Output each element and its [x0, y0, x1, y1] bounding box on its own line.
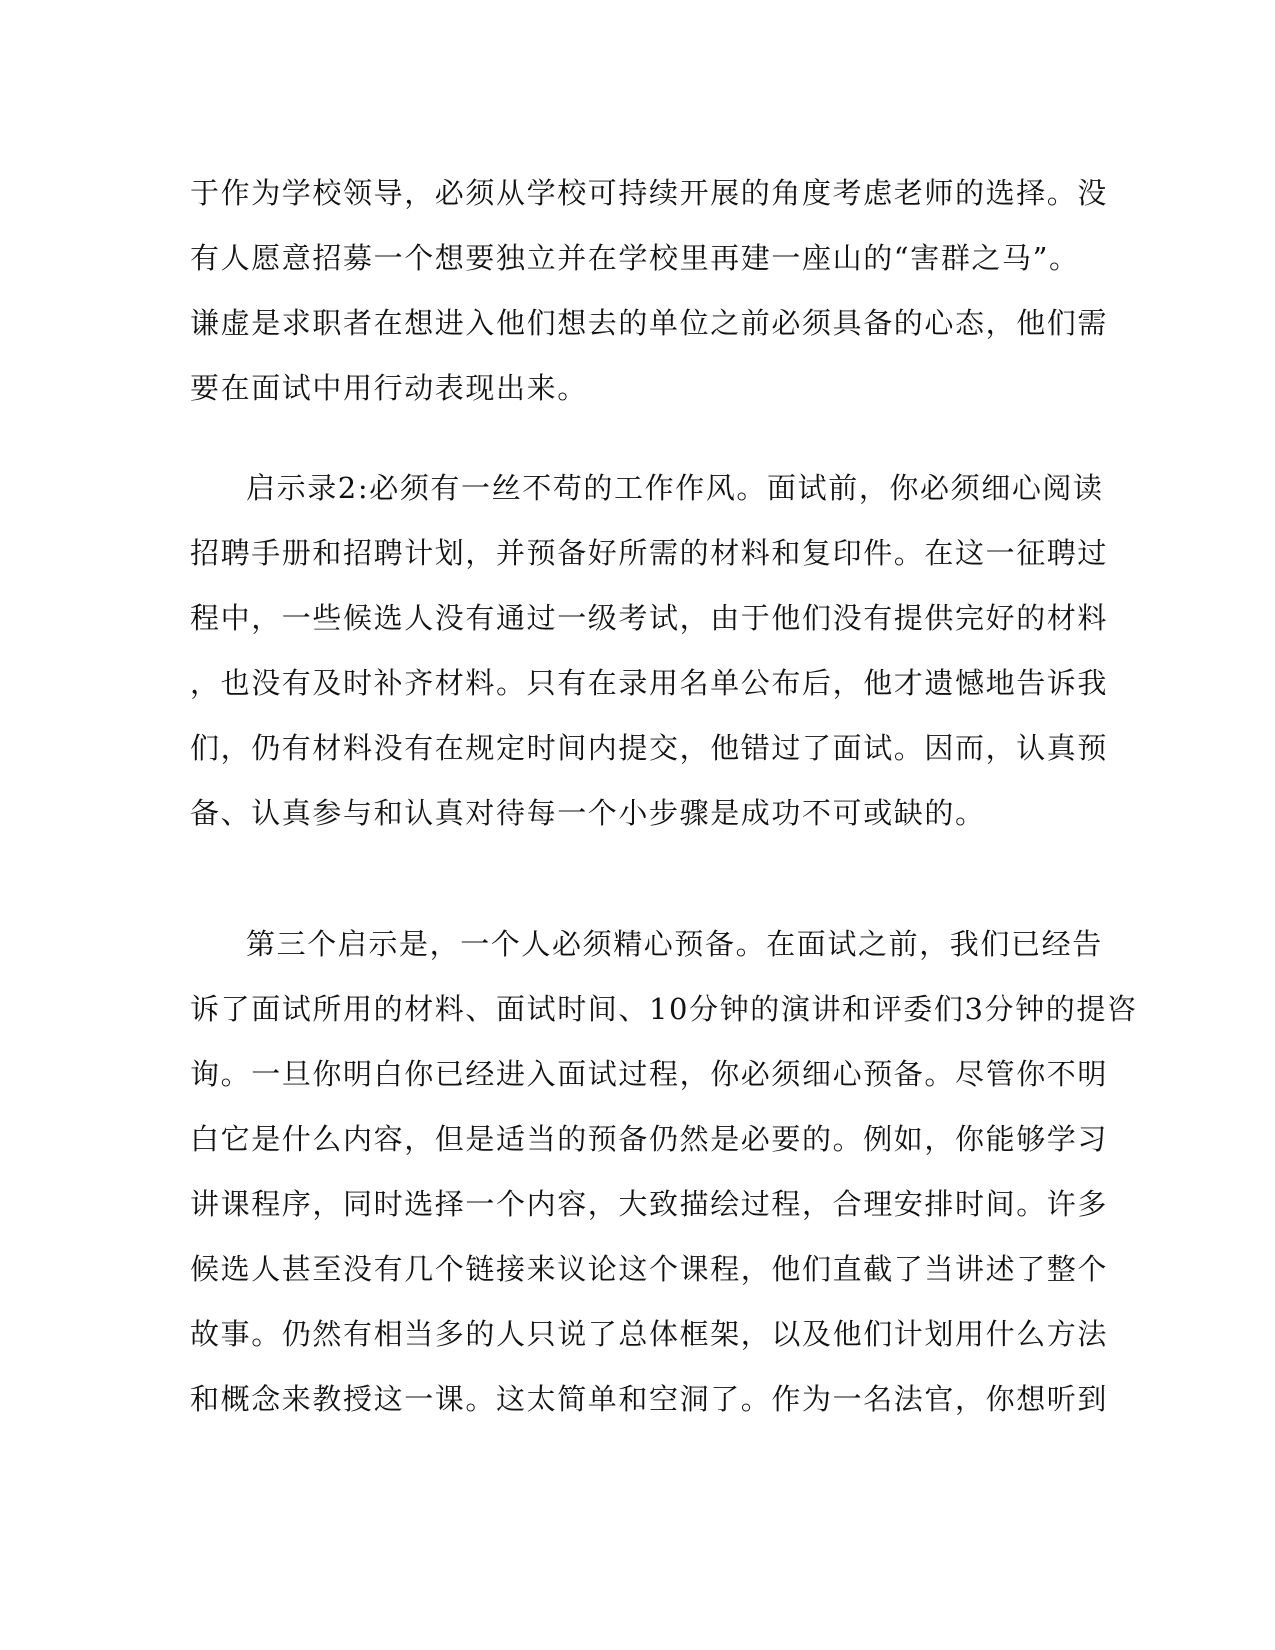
text-line: 诉了面试所用的材料、面试时间、10分钟的演讲和评委们3分钟的提咨	[190, 992, 1138, 1026]
text-line: 于作为学校领导，必须从学校可持续开展的角度考虑老师的选择。没	[190, 176, 1109, 210]
text-line: 和概念来教授这一课。这太简单和空洞了。作为一名法官，你想听到	[190, 1382, 1109, 1416]
paragraph-humility	[190, 161, 1109, 421]
text-line: 讲课程序，同时选择一个内容，大致描绘过程，合理安排时间。许多	[190, 1187, 1109, 1221]
text-line: 要在面试中用行动表现出来。	[190, 371, 588, 405]
text-line: 招聘手册和招聘计划，并预备好所需的材料和复印件。在这一征聘过	[190, 536, 1109, 570]
text-line: 谦虚是求职者在想进入他们想去的单位之前必须具备的心态，他们需	[190, 306, 1109, 340]
text-line: 故事。仍然有相当多的人只说了总体框架，以及他们计划用什么方法	[190, 1317, 1109, 1351]
text-line: 有人愿意招募一个想要独立并在学校里再建一座山的“害群之马”。	[190, 241, 1080, 275]
text-line: 候选人甚至没有几个链接来议论这个课程，他们直截了当讲述了整个	[190, 1252, 1109, 1286]
text-line: 第三个启示是，一个人必须精心预备。在面试之前，我们已经告	[246, 927, 1103, 961]
text-line: 备、认真参与和认真对待每一个小步骤是成功不可或缺的。	[190, 796, 986, 830]
text-line: 们，仍有材料没有在规定时间内提交，他错过了面试。因而，认真预	[190, 731, 1109, 765]
text-line: ，也没有及时补齐材料。只有在录用名单公布后，他才遗憾地告诉我	[190, 666, 1109, 700]
paragraph-revelation-2	[190, 456, 1109, 846]
text-line: 询。一旦你明白你已经进入面试过程，你必须细心预备。尽管你不明	[190, 1057, 1109, 1091]
paragraph-revelation-3	[190, 912, 1138, 1432]
text-line: 白它是什么内容，但是适当的预备仍然是必要的。例如，你能够学习	[190, 1122, 1109, 1156]
text-line: 程中，一些候选人没有通过一级考试，由于他们没有提供完好的材料	[190, 601, 1109, 635]
text-line: 启示录2:必须有一丝不苟的工作作风。面试前，你必须细心阅读	[246, 471, 1104, 505]
